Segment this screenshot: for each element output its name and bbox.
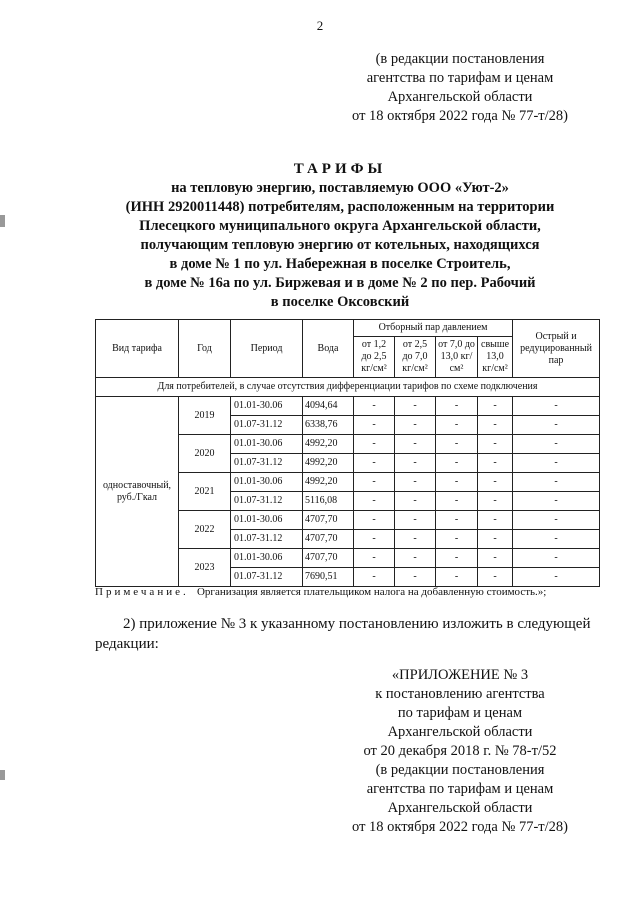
steam-value-cell: - [395, 454, 436, 473]
steam-value-cell: - [354, 473, 395, 492]
water-value-cell: 4992,20 [303, 473, 354, 492]
period-cell: 01.07-31.12 [231, 454, 303, 473]
redaction-note [330, 50, 590, 126]
steam-value-cell: - [395, 473, 436, 492]
page-number: 2 [316, 18, 324, 33]
amendment-item: 2) приложение № 3 к указанному постановлению изложить в следующей редакции: [95, 616, 591, 652]
appendix-line: от 18 октября 2022 года № 77-т/28) [352, 819, 568, 835]
footnote-label: Примечание. [95, 586, 189, 598]
steam-value-cell: - [436, 435, 478, 454]
header-water: Вода [303, 320, 354, 378]
scan-edge-mark [0, 770, 5, 780]
steam-value-cell: - [354, 435, 395, 454]
title-line: в доме № 1 по ул. Набережная в поселке Строитель, [169, 256, 511, 272]
steam-value-cell: - [478, 511, 513, 530]
title-line: Плесецкого муниципального округа Архангельской области, [139, 218, 541, 234]
sharp-steam-value-cell: - [513, 473, 600, 492]
steam-value-cell: - [354, 454, 395, 473]
appendix-line: к постановлению агентства [375, 686, 545, 702]
period-cell: 01.01-30.06 [231, 549, 303, 568]
header-period: Период [231, 320, 303, 378]
sharp-steam-value-cell: - [513, 568, 600, 587]
appendix-line: от 20 декабря 2018 г. № 78-т/52 [363, 743, 557, 759]
section-note: Для потребителей, в случае отсутствия дифференциации тарифов по схеме подключения [96, 378, 600, 397]
water-value-cell: 6338,76 [303, 416, 354, 435]
period-cell: 01.01-30.06 [231, 511, 303, 530]
sharp-steam-value-cell: - [513, 454, 600, 473]
redaction-line: Архангельской области [387, 89, 533, 105]
header-steam-group: Отборный пар давлением [354, 320, 513, 337]
sharp-steam-value-cell: - [513, 397, 600, 416]
header-steam-col: от 2,5 до 7,0 кг/см² [395, 337, 436, 378]
period-cell: 01.01-30.06 [231, 397, 303, 416]
steam-value-cell: - [395, 530, 436, 549]
period-cell: 01.07-31.12 [231, 530, 303, 549]
title-line: (ИНН 2920011448) потребителям, расположенным на территории [125, 199, 555, 215]
appendix-line: по тарифам и ценам [397, 705, 523, 721]
steam-value-cell: - [395, 492, 436, 511]
steam-value-cell: - [354, 511, 395, 530]
header-tariff-type: Вид тарифа [96, 320, 179, 378]
header-sharp-steam: Острый и редуцированный пар [513, 320, 600, 378]
steam-value-cell: - [436, 416, 478, 435]
steam-value-cell: - [436, 492, 478, 511]
sharp-steam-value-cell: - [513, 492, 600, 511]
steam-value-cell: - [436, 454, 478, 473]
steam-value-cell: - [436, 511, 478, 530]
period-cell: 01.01-30.06 [231, 435, 303, 454]
water-value-cell: 5116,08 [303, 492, 354, 511]
year-cell: 2019 [179, 397, 231, 435]
title-line: в доме № 16а по ул. Биржевая и в доме № 2 по пер. Рабочий [144, 275, 536, 291]
appendix-header [330, 666, 590, 837]
water-value-cell: 4992,20 [303, 454, 354, 473]
water-value-cell: 4094,64 [303, 397, 354, 416]
water-value-cell: 4707,70 [303, 530, 354, 549]
header-year: Год [179, 320, 231, 378]
year-cell: 2023 [179, 549, 231, 587]
tariff-table [95, 319, 600, 587]
appendix-line: агентства по тарифам и ценам [366, 781, 554, 797]
steam-value-cell: - [354, 397, 395, 416]
steam-value-cell: - [395, 435, 436, 454]
steam-value-cell: - [478, 416, 513, 435]
year-cell: 2021 [179, 473, 231, 511]
steam-value-cell: - [478, 435, 513, 454]
header-steam-col: от 1,2 до 2,5 кг/см² [354, 337, 395, 378]
tariff-body [96, 397, 600, 587]
title-main: ТАРИФЫ [293, 161, 387, 177]
steam-value-cell: - [395, 511, 436, 530]
sharp-steam-value-cell: - [513, 435, 600, 454]
title-line: на тепловую энергию, поставляемую ООО «Уют-2» [171, 180, 509, 196]
steam-value-cell: - [354, 492, 395, 511]
scan-edge-mark [0, 215, 5, 227]
redaction-line: (в редакции постановления [375, 51, 545, 67]
steam-value-cell: - [354, 530, 395, 549]
period-cell: 01.01-30.06 [231, 473, 303, 492]
steam-value-cell: - [436, 530, 478, 549]
steam-value-cell: - [436, 568, 478, 587]
title-line: в поселке Оксовский [270, 294, 410, 310]
document-title [60, 160, 620, 312]
water-value-cell: 7690,51 [303, 568, 354, 587]
footnote-text: Организация является плательщиком налога на добавленную стоимость.»; [196, 586, 547, 598]
steam-value-cell: - [395, 416, 436, 435]
steam-value-cell: - [478, 397, 513, 416]
steam-value-cell: - [478, 473, 513, 492]
sharp-steam-value-cell: - [513, 511, 600, 530]
period-cell: 01.07-31.12 [231, 568, 303, 587]
steam-value-cell: - [436, 397, 478, 416]
period-cell: 01.07-31.12 [231, 492, 303, 511]
steam-value-cell: - [478, 454, 513, 473]
steam-value-cell: - [354, 416, 395, 435]
table-section-row [96, 378, 600, 397]
steam-value-cell: - [395, 568, 436, 587]
sharp-steam-value-cell: - [513, 530, 600, 549]
steam-value-cell: - [478, 568, 513, 587]
steam-value-cell: - [354, 549, 395, 568]
year-cell: 2022 [179, 511, 231, 549]
steam-value-cell: - [478, 530, 513, 549]
steam-value-cell: - [478, 492, 513, 511]
title-line: получающим тепловую энергию от котельных, находящихся [140, 237, 540, 253]
sharp-steam-value-cell: - [513, 416, 600, 435]
water-value-cell: 4707,70 [303, 511, 354, 530]
water-value-cell: 4707,70 [303, 549, 354, 568]
period-cell: 01.07-31.12 [231, 416, 303, 435]
header-steam-col: свыше 13,0 кг/см² [478, 337, 513, 378]
appendix-line: Архангельской области [387, 724, 533, 740]
table-header-row [96, 320, 600, 337]
steam-value-cell: - [395, 397, 436, 416]
redaction-line: от 18 октября 2022 года № 77-т/28) [352, 108, 568, 124]
steam-value-cell: - [436, 549, 478, 568]
header-steam-col: от 7,0 до 13,0 кг/см² [436, 337, 478, 378]
appendix-line: (в редакции постановления [375, 762, 545, 778]
steam-value-cell: - [478, 549, 513, 568]
appendix-line: «ПРИЛОЖЕНИЕ № 3 [391, 667, 529, 683]
table-row [96, 397, 600, 416]
water-value-cell: 4992,20 [303, 435, 354, 454]
year-cell: 2020 [179, 435, 231, 473]
steam-value-cell: - [395, 549, 436, 568]
steam-value-cell: - [436, 473, 478, 492]
footnote [95, 586, 615, 598]
appendix-line: Архангельской области [387, 800, 533, 816]
tariff-type-cell: одноставочный, руб./Гкал [96, 397, 179, 587]
redaction-line: агентства по тарифам и ценам [366, 70, 554, 86]
sharp-steam-value-cell: - [513, 549, 600, 568]
steam-value-cell: - [354, 568, 395, 587]
